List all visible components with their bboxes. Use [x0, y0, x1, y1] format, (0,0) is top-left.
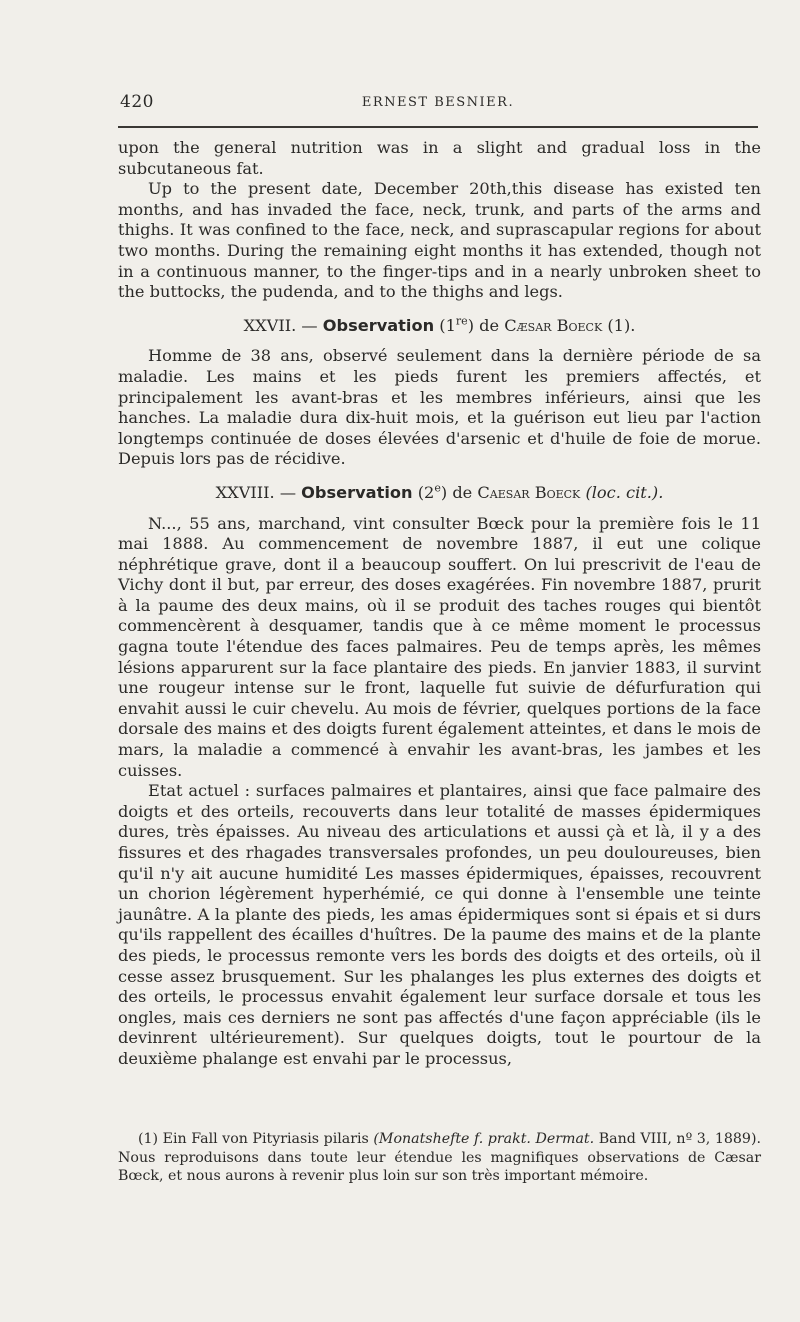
- footnote-text: Band VIII, nº 3, 1889). Nous reproduisons dans toute leur étendue les magnifiques observations de Cæsar Bœck, et nous aurons à revenir plus loin sur son très important mémoire.: [118, 1131, 762, 1185]
- main-text: [118, 138, 761, 1070]
- heading-author: Cæsar Boeck: [504, 315, 603, 335]
- paragraph: Up to the present date, December 20th,this disease has existed ten months, and has invaded the face, neck, trunk, and parts of the arms and thighs. It was confined to the face, neck, and suprascapular regions for about two months. During the remaining eight months it has extended, though not in a continuous manner, to the finger-tips and in a nearly unbroken sheet to the buttocks, the pudenda, and to the thighs and legs.: [118, 179, 761, 302]
- footnote-text: Ein Fall von Pityriasis pilaris: [162, 1131, 369, 1147]
- observation-heading-xxvii: [118, 316, 761, 337]
- heading-de: de: [452, 482, 473, 502]
- paragraph: upon the general nutrition was in a slight and gradual loss in the subcutaneous fat.: [118, 138, 761, 178]
- heading-numeral: XXVII. —: [243, 315, 318, 335]
- footnote-reference: (1).: [607, 315, 636, 335]
- heading-citation: (loc. cit.).: [585, 482, 664, 502]
- page-number: 420: [120, 92, 154, 112]
- header-rule: [118, 126, 758, 128]
- page-header: [118, 92, 758, 114]
- heading-de: de: [479, 315, 500, 335]
- paragraph: Homme de 38 ans, observé seulement dans la dernière période de sa maladie. Les mains et les pieds furent les premiers affectés, et principalement les avant-bras et les membres inférieurs, ainsi que les hanches. La maladie dura dix-huit mois, et la guérison eut lieu par l'action longtemps continuée de doses élevées d'arsenic et d'huile de foie de morue. Depuis lors pas de récidive.: [118, 346, 761, 469]
- footnote-journal: (Monatshefte f. prakt. Dermat.: [373, 1131, 595, 1147]
- heading-numeral: XXVIII. —: [215, 482, 297, 502]
- heading-ordinal: (1re): [439, 314, 475, 335]
- heading-title: Observation: [301, 482, 413, 502]
- heading-author: Caesar Boeck: [477, 482, 581, 502]
- heading-ordinal: (2e): [417, 481, 448, 502]
- running-head: ERNEST BESNIER.: [361, 95, 515, 110]
- heading-title: Observation: [322, 315, 435, 335]
- paragraph: N..., 55 ans, marchand, vint consulter Bœck pour la première fois le 11 mai 1888. Au commencement de novembre 1887, il eut une colique néphrétique grave, dont il a beaucoup souffert. On lui prescrivit de l'eau de Vichy dont il but, par erreur, des doses exagérées. Fin novembre 1887, prurit à la paume des deux mains, où il se produit des taches rouges qui bientôt commencèrent à desquamer, tandis que à ce même moment le processus gagna toute l'étendue des faces palmaires. Peu de temps après, les mêmes lésions apparurent sur la face plantaire des pieds. En janvier 1883, il survint une rougeur intense sur le front, laquelle fut suivie de défurfuration qui envahit aussi le cuir chevelu. Au mois de février, quelques portions de la face dorsale des mains et des doigts furent également atteintes, et dans le mois de mars, la maladie a commencé à envahir les avant-bras, les jambes et les cuisses.: [118, 513, 761, 780]
- footnote-marker: (1): [138, 1131, 159, 1147]
- paragraph: Etat actuel : surfaces palmaires et plantaires, ainsi que face palmaire des doigts et des orteils, recouverts dans leur totalité de masses épidermiques dures, très épaisses. Au niveau des articulations et aussi çà et là, il y a des fissures et des rhagades transversales profondes, un peu douloureuses, bien qu'il n'y ait aucune humidité Les masses épidermiques, épaisses, recouvrent un chorion légèrement hyperhémié, ce qui donne à l'ensemble une teinte jaunâtre. A la plante des pieds, les amas épidermiques sont si épais et si durs qu'ils rappellent des écailles d'huîtres. De la paume des mains et de la plante des pieds, le processus remonte vers les bords des doigts et des orteils, où il cesse assez brusquement. Sur les phalanges les plus externes des doigts et des orteils, le processus envahit également leur surface dorsale et tous les ongles, mais ces derniers ne sont pas affectés d'une façon appréciable (ils le devinrent ultérieurement). Sur quelques doigts, tout le pourtour de la deuxième phalange est envahi par le processus,: [118, 781, 761, 1068]
- observation-heading-xxviii: [118, 483, 761, 504]
- footnote: [118, 1130, 761, 1186]
- footnotes: [118, 1130, 761, 1186]
